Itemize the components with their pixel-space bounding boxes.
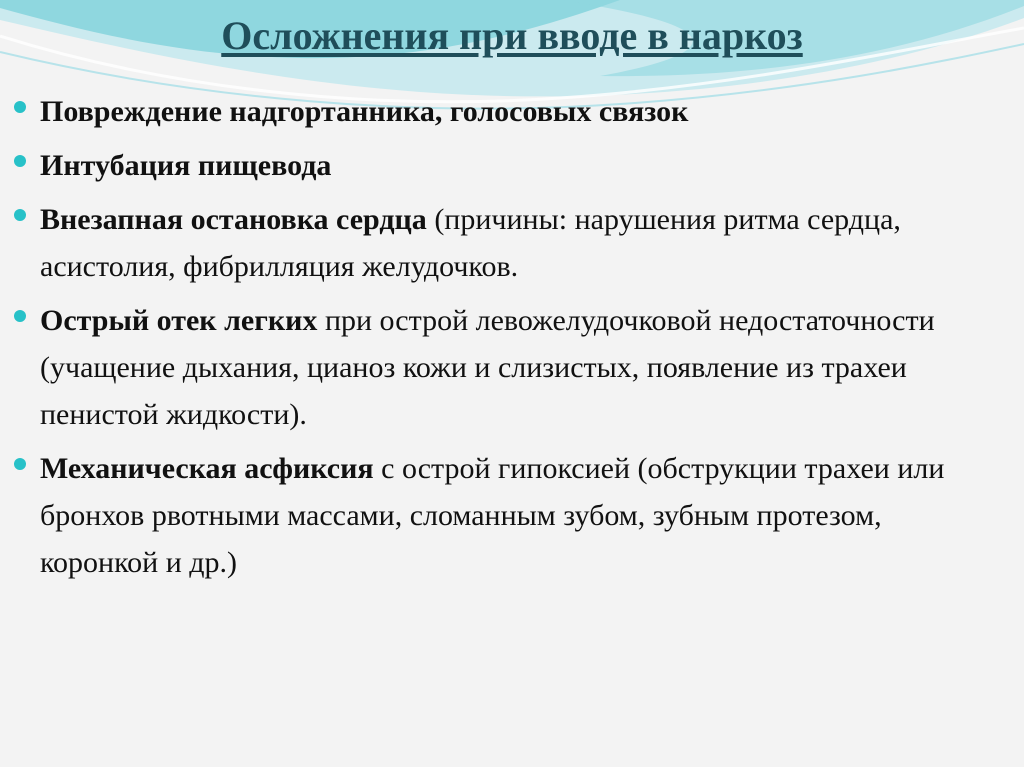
list-item-text	[40, 445, 974, 586]
list-item-bold: Интубация пищевода	[40, 149, 332, 182]
list-item-normal: (причины: нарушения ритма сердца, асистолия, фибрилляция желудочков.	[40, 203, 901, 283]
list-item-normal: с острой гипоксией (обструкции трахеи или бронхов рвотными массами, сломанным зубом, зубным протезом, коронкой и др.)	[40, 452, 945, 579]
bullet-list	[14, 88, 974, 593]
list-item-text	[40, 142, 974, 189]
list-item-bold: Острый отек легких	[40, 304, 318, 337]
bullet-dot-icon	[14, 155, 26, 167]
list-item-bold: Повреждение надгортанника, голосовых связок	[40, 95, 689, 128]
list-item-bold: Механическая асфиксия	[40, 452, 374, 485]
list-item-text	[40, 297, 974, 438]
list-item	[14, 142, 974, 189]
slide-title: Осложнения при вводе в наркоз	[221, 13, 803, 58]
bullet-dot-icon	[14, 101, 26, 113]
list-item	[14, 297, 974, 438]
list-item	[14, 88, 974, 135]
bullet-dot-icon	[14, 209, 26, 221]
list-item-text	[40, 196, 974, 290]
list-item	[14, 445, 974, 586]
list-item-normal: при острой левожелудочковой недостаточности (учащение дыхания, цианоз кожи и слизистых, появление из трахеи пенистой жидкости).	[40, 304, 935, 431]
bullet-dot-icon	[14, 310, 26, 322]
list-item	[14, 196, 974, 290]
bullet-dot-icon	[14, 458, 26, 470]
list-item-text	[40, 88, 974, 135]
list-item-bold: Внезапная остановка сердца	[40, 203, 427, 236]
